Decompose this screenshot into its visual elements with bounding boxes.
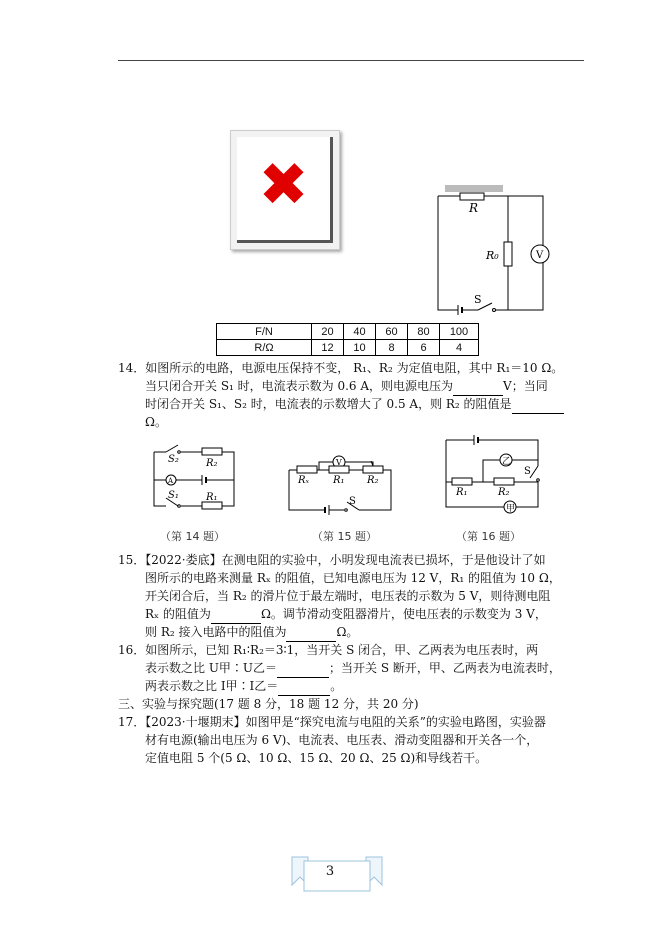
section-3-heading: 三、实验与探究题(17 题 8 分，18 题 12 分，共 20 分) (118, 697, 419, 711)
svg-text:R₂: R₂ (206, 458, 218, 469)
q15-line2: 图所示的电路来测量 Rₓ 的阻值，已知电源电压为 12 V，R₁ 的阻值为 10 Ω， (145, 571, 561, 585)
force-plate (445, 185, 503, 192)
circuit-figure-main (430, 182, 550, 317)
caption-14: （第 14 题） (160, 530, 225, 543)
svg-text:甲: 甲 (506, 504, 516, 514)
q16-blank-1 (277, 659, 329, 678)
q17-line2: 材有电源(输出电压为 6 V)、电流表、电压表、滑动变阻器和开关各一个， (145, 733, 539, 747)
svg-text:R₂: R₂ (367, 475, 379, 486)
q16-blank-2 (278, 677, 330, 696)
label-v: V (536, 250, 544, 261)
svg-text:S: S (349, 496, 356, 507)
table-row: F/N 20 40 60 80 100 (217, 324, 479, 340)
q16-line2: 表示数之比 U甲∶U乙＝ ；当开关 S 断开，甲、乙两表为电流表时， (145, 659, 561, 678)
circuit-figure-14 (148, 440, 240, 516)
q14-line3: 时闭合开关 S₁、S₂ 时，电流表的示数增大了 0.5 A，则 R₂ 的阻值是 (145, 395, 564, 414)
broken-image-icon: ✖ (258, 150, 309, 220)
header-rule (118, 60, 584, 61)
q14-blank-2 (512, 395, 564, 414)
label-r: R (469, 201, 479, 215)
svg-text:乙: 乙 (502, 457, 512, 467)
svg-text:R₁: R₁ (206, 492, 218, 503)
q14-line4: Ω。 (145, 415, 167, 429)
broken-image (230, 130, 340, 250)
q16-line3: 两表示数之比 I甲∶I乙＝ 。 (145, 677, 342, 696)
caption-16: （第 16 题） (456, 530, 521, 543)
table-row: R/Ω 12 10 8 6 4 (217, 340, 479, 356)
q15-line3: 开关闭合后，当 R₂ 的滑片位于最左端时，电压表的示数为 5 V，则待测电阻 (145, 589, 551, 603)
q17-line1: 17．【2023·十堰期末】如图甲是“探究电流与电阻的关系”的实验电路图，实验器 (118, 715, 546, 729)
q15-line1: 15．【2022·娄底】在测电阻的实验中，小明发现电流表已损坏，于是他设计了如 (118, 553, 546, 567)
circuit-figure-16 (438, 432, 548, 518)
svg-text:S: S (524, 466, 531, 477)
svg-text:Rₓ: Rₓ (298, 475, 310, 486)
q15-line4: Rₓ 的阻值为 Ω。调节滑动变阻器滑片，使电压表的示数变为 3 V， (145, 605, 547, 624)
q14-blank-1 (453, 377, 503, 396)
q16-line1: 16．如图所示，已知 R₁∶R₂＝3∶1，当开关 S 闭合，甲、乙两表为电压表时，两 (118, 643, 539, 657)
label-r0: R₀ (486, 249, 499, 262)
svg-text:A: A (168, 477, 174, 485)
q17-line3: 定值电阻 5 个(5 Ω、10 Ω、15 Ω、20 Ω、25 Ω)和导线若干。 (145, 751, 488, 765)
svg-text:V: V (336, 458, 342, 467)
svg-text:S₁: S₁ (168, 490, 179, 501)
svg-text:R₁: R₁ (333, 475, 345, 486)
q15-blank-2 (286, 623, 336, 642)
q14-line1: 14．如图所示的电路，电源电压保持不变， R₁、R₂ 为定值电阻，其中 R₁＝10 Ω。 (118, 361, 564, 375)
svg-text:R₂: R₂ (498, 487, 510, 498)
circuit-figure-15 (285, 434, 397, 518)
force-resistance-table (216, 323, 479, 356)
page-number: 3 (325, 864, 335, 879)
label-s: S (474, 293, 482, 306)
q15-line5: 则 R₂ 接入电路中的阻值为 Ω。 (145, 623, 358, 642)
q14-line2: 当只闭合开关 S₁ 时，电流表示数为 0.6 A，则电源电压为 V；当同 (145, 377, 548, 396)
caption-15: （第 15 题） (312, 530, 377, 543)
svg-text:S₂: S₂ (168, 454, 179, 465)
q15-blank-1 (211, 605, 261, 624)
svg-text:R₁: R₁ (456, 487, 468, 498)
